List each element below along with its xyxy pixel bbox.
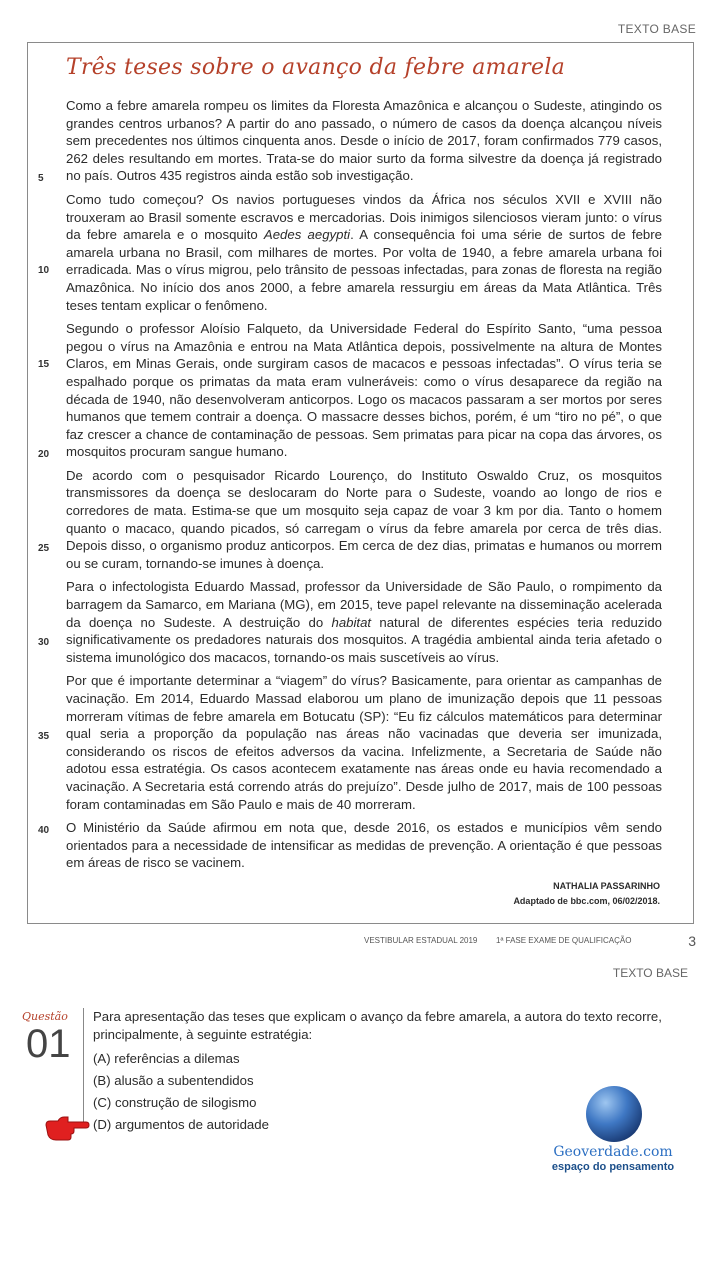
paragraph-7: O Ministério da Saúde afirmou em nota que, desde 2016, os estados e municípios vêm sendo orientados para a necessidade de intensificar as medidas de prevenção. A orientação é que pessoas em áreas de risco se vacinem. xyxy=(66,820,662,871)
paragraph-2: Como tudo começou? Os navios portugueses vindos da África nos séculos XVII e XVIII não trouxeram ao Brasil somente escravos e mercadorias. Dois inimigos silenciosos vieram junto: o vírus da febre amarela e o mosquito Aedes aegypti. A consequência foi uma série de surtos de febre amarela urbana no Brasil, com milhares de mortes. Por volta de 1940, a febre amarela urbana foi erradicada. Mas o vírus migrou, pelo trânsito de pessoas infectadas, para zonas de floresta na região Amazônica. No início dos anos 2000, a febre amarela ressurgiu em áreas da Mata Atlântica. Três teses tentam explicar o fenômeno. xyxy=(66,191,662,313)
option-b[interactable]: (B) alusão a subentendidos xyxy=(93,1073,254,1088)
line-number: 25 xyxy=(38,543,50,554)
article-source: Adaptado de bbc.com, 06/02/2018. xyxy=(513,896,660,906)
question-number: 01 xyxy=(26,1022,71,1066)
page-number: 3 xyxy=(688,933,696,949)
footer-phase: 1ª FASE EXAME DE QUALIFICAÇÃO xyxy=(496,936,632,945)
paragraph-3: Segundo o professor Aloísio Falqueto, da Universidade Federal do Espírito Santo, “uma pessoa pegou o vírus na Amazônia e entrou na Mata Atlântica depois, possivelmente na altura de Montes Claros, em Minas Gerais, onde surgiram casos de macacos e pessoas infectadas”. O vírus teria se espalhado porque os primatas da mata eram vulneráveis: como o vírus desaparece da região na década de 1940, não desenvolveram anticorpos. Logo os macacos passaram a ser mortos por seres humanos que temem contrair a doença. O massacre desses bichos, porém, é um “tiro no pé”, o que faz crescer a chance de contaminação de pessoas. Sem primatas para picar na copa das árvores, os mosquitos procuram sangue humano. xyxy=(66,321,662,460)
line-number: 30 xyxy=(38,637,50,648)
line-number: 15 xyxy=(38,359,50,370)
logo-name: Geoverdade.com xyxy=(553,1144,673,1160)
question-stem: Para apresentação das teses que explicam o avanço da febre amarela, a autora do texto recorre, principalmente, à seguinte estratégia: xyxy=(93,1009,662,1042)
globe-icon xyxy=(586,1086,642,1142)
article-body xyxy=(66,97,662,878)
paragraph-5: Para o infectologista Eduardo Massad, professor da Universidade de São Paulo, o rompimento da barragem da Samarco, em Mariana (MG), em 2015, teve papel relevante na disseminação acelerada da doença no Sudeste. A destruição do habitat natural de diferentes espécies teria reduzido significativamente os predadores naturais dos mosquitos. A tragédia ambiental ainda teria afetado o sistema imunológico dos macacos, tornando-os mais suscetíveis ao vírus. xyxy=(66,579,663,665)
paragraph-6: Por que é importante determinar a “viagem” do vírus? Basicamente, para orientar as campanhas de vacinação. Em 2014, Eduardo Massad elaborou um plano de imunização depois que 11 pessoas morreram vítimas de febre amarela em Botucatu (SP): “Eu fiz cálculos matemáticos para determinar qual seria a proporção da população nas áreas não vacinadas que deveria ser imunizada, considerando os riscos de efeitos adversos da vacina. Infelizmente, a Secretaria de Saúde não adotou essa estratégia. Os casos acontecem exatamente nas áreas onde eu havia recomendado a vacinação. A Secretaria está correndo atrás do prejuízo”. Desde julho de 2017, mais de 100 pessoas foram contaminadas em São Paulo e mais de 40 morreram. xyxy=(66,673,662,812)
option-c[interactable]: (C) construção de silogismo xyxy=(93,1095,257,1110)
question-word: Questão xyxy=(22,1010,68,1023)
line-number: 35 xyxy=(38,731,50,742)
line-number: 10 xyxy=(38,265,50,276)
line-number: 5 xyxy=(38,173,44,184)
paragraph-4: De acordo com o pesquisador Ricardo Lourenço, do Instituto Oswaldo Cruz, os mosquitos transmissores da doença se deslocaram do Norte para o Sudeste, voando ao longo de rios e corredores de mata. Estima-se que um mosquito seja capaz de voar 3 km por dia. Tanto o homem quanto o macaco, quando picados, só carregam o vírus da febre amarela por cerca de três dias. Depois disso, o organismo produz anticorpos. Em cerca de dez dias, primatas e humanos ou morrem ou se curam, tornando-se imunes à doença. xyxy=(66,467,662,571)
paragraph-1: Como a febre amarela rompeu os limites da Floresta Amazônica e alcançou o Sudeste, atingindo os grandes centros urbanos? A partir do ano passado, o número de casos da doença alcançou níveis sem precedentes nos últimos cinquenta anos. Desde o início de 2017, foram confirmados 779 casos, 262 deles resultando em mortes. Trata-se do maior surto da forma silvestre da doença já registrado no país. Outros 435 registros ainda estão sob investigação. xyxy=(66,98,662,184)
footer-exam: VESTIBULAR ESTADUAL 2019 xyxy=(364,936,478,945)
option-a[interactable]: (A) referências a dilemas xyxy=(93,1051,240,1066)
question-divider xyxy=(83,1008,84,1126)
option-d[interactable]: (D) argumentos de autoridade xyxy=(93,1117,269,1132)
pointing-hand-icon xyxy=(44,1115,90,1148)
article-author: NATHALIA PASSARINHO xyxy=(553,881,660,891)
logo-tagline: espaço do pensamento xyxy=(551,1161,675,1173)
line-number: 20 xyxy=(38,449,50,460)
section-label-question: TEXTO BASE xyxy=(612,966,688,980)
article-title: Três teses sobre o avanço da febre amarela xyxy=(66,55,566,80)
line-number: 40 xyxy=(38,825,50,836)
section-label-top: TEXTO BASE xyxy=(617,22,696,36)
